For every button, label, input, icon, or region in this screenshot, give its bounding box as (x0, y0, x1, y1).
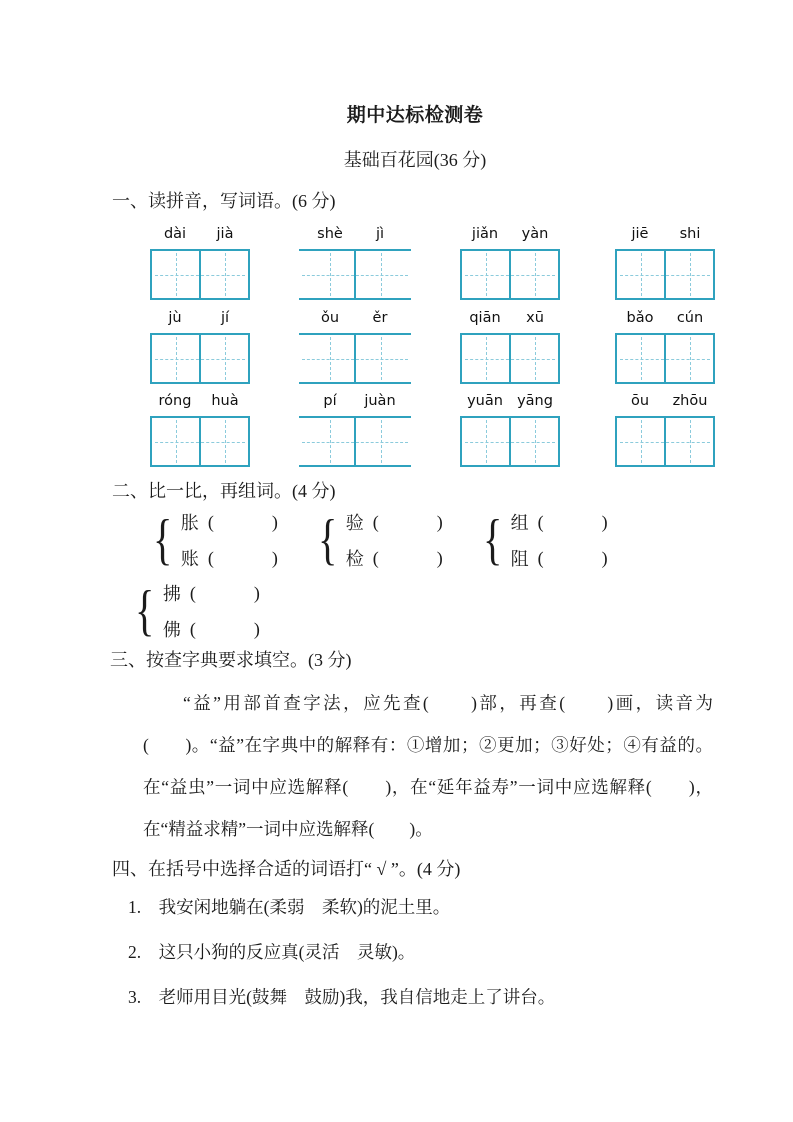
compare-character: 组 (510, 513, 529, 533)
pinyin-labels (615, 393, 715, 413)
pair-line (181, 504, 278, 540)
choose-word-items (128, 884, 555, 1019)
grid-cell (666, 418, 713, 465)
grid-cell (511, 418, 558, 465)
grid-cell (305, 251, 356, 298)
open-paren: ( (372, 547, 379, 568)
pinyin-syllable: shè (317, 226, 343, 242)
open-paren: ( (189, 618, 196, 639)
pinyin-syllable: ōu (630, 393, 650, 409)
grid-cell (617, 335, 666, 382)
open-paren: ( (537, 511, 544, 532)
section4-heading: 四、在括号中选择合适的词语打“ √ ”。(4 分) (112, 859, 461, 879)
pinyin-row (150, 310, 770, 384)
pinyin-syllable: jì (375, 226, 385, 242)
word-pairs-row (135, 575, 300, 647)
writing-grid (460, 333, 560, 384)
brace-glyph: { (153, 509, 173, 571)
open-paren: ( (207, 511, 214, 532)
pinyin-syllable: xū (526, 310, 544, 326)
section3-heading: 三、按查字典要求填空。(3 分) (110, 650, 352, 670)
pinyin-word-group (305, 310, 460, 384)
choose-word-item: 2. 这只小狗的反应真(灵活 灵敏)。 (128, 942, 416, 962)
pinyin-labels (305, 310, 405, 330)
writing-grid (615, 416, 715, 467)
compare-character: 检 (345, 549, 364, 569)
grid-cell (356, 251, 405, 298)
close-paren: ) (271, 511, 278, 532)
pinyin-syllable: cún (676, 310, 704, 326)
writing-grid (150, 416, 250, 467)
grid-cell (305, 335, 356, 382)
pinyin-syllable: yāng (517, 393, 553, 409)
pair-lines (346, 504, 443, 576)
brace-glyph: { (135, 580, 155, 642)
pair-lines (181, 504, 278, 576)
pair-line (181, 540, 278, 576)
pinyin-syllable: shi (679, 226, 701, 242)
grid-cell (462, 335, 511, 382)
word-pair (153, 504, 278, 576)
choose-word-item: 3. 老师用目光(鼓舞 鼓励)我，我自信地走上了讲台。 (128, 987, 556, 1007)
grid-cell (152, 418, 201, 465)
pinyin-word-group (460, 393, 615, 467)
pinyin-syllable: róng (158, 393, 192, 409)
grid-cell (356, 418, 405, 465)
pair-line (163, 575, 260, 611)
pinyin-syllable: jiē (631, 226, 649, 242)
compare-character: 阻 (510, 549, 529, 569)
word-pair (483, 504, 608, 576)
word-pair (318, 504, 443, 576)
writing-grid (299, 416, 411, 467)
open-paren: ( (372, 511, 379, 532)
pinyin-labels (305, 393, 405, 413)
grid-cell (511, 335, 558, 382)
grid-cell (201, 251, 248, 298)
writing-grid (299, 249, 411, 300)
pair-line (163, 611, 260, 647)
pinyin-labels (150, 226, 250, 246)
writing-grid (150, 333, 250, 384)
close-paren: ) (601, 547, 608, 568)
writing-grid (460, 249, 560, 300)
writing-grid (615, 333, 715, 384)
grid-cell (666, 251, 713, 298)
pinyin-word-group (150, 310, 305, 384)
grid-cell (617, 251, 666, 298)
pinyin-row (150, 226, 770, 300)
close-paren: ) (253, 582, 260, 603)
pinyin-labels (460, 226, 560, 246)
pair-line (511, 540, 608, 576)
pinyin-word-group (150, 226, 305, 300)
pinyin-labels (150, 310, 250, 330)
word-pair (135, 575, 260, 647)
grid-cell (356, 335, 405, 382)
pinyin-word-group (615, 393, 770, 467)
pinyin-syllable: juàn (364, 393, 396, 409)
pinyin-word-group (460, 226, 615, 300)
open-paren: ( (207, 547, 214, 568)
pinyin-labels (615, 310, 715, 330)
brace-glyph: { (482, 509, 503, 571)
pinyin-syllable: ěr (372, 310, 388, 326)
section2-heading: 二、比一比，再组词。(4 分) (112, 481, 336, 501)
pair-line (346, 504, 443, 540)
pinyin-syllable: zhōu (672, 393, 708, 409)
grid-cell (462, 418, 511, 465)
close-paren: ) (271, 547, 278, 568)
grid-cell (152, 335, 201, 382)
choose-word-item: 1. 我安闲地躺在(柔弱 柔软)的泥土里。 (128, 897, 451, 917)
page-title: 期中达标检测卷 (346, 104, 484, 126)
pinyin-syllable: pí (323, 393, 337, 409)
word-pairs-row (153, 504, 648, 576)
pinyin-syllable: yuān (467, 393, 503, 409)
pinyin-labels (305, 226, 405, 246)
brace-glyph: { (317, 509, 338, 571)
grid-cell (666, 335, 713, 382)
pinyin-syllable: yàn (521, 226, 549, 242)
pinyin-labels (460, 310, 560, 330)
pinyin-syllable: dài (163, 226, 187, 242)
pinyin-syllable: jià (216, 226, 234, 242)
close-paren: ) (436, 547, 443, 568)
dictionary-fill-paragraph: “益”用部首查字法，应先查( )部，再查( )画，读音为( )。“益”在字典中的解释有：①增加；②更加；③好处；④有益的。在“益虫”一词中应选解释( )，在“延年益寿”一词中应选解释( )，在“精益求精”一词中应选解释( )。 (143, 693, 713, 839)
grid-cell (305, 418, 356, 465)
pinyin-row (150, 393, 770, 467)
open-paren: ( (189, 582, 196, 603)
close-paren: ) (436, 511, 443, 532)
pinyin-word-group (305, 226, 460, 300)
close-paren: ) (253, 618, 260, 639)
section1-heading: 一、读拼音，写词语。(6 分) (112, 191, 336, 211)
pinyin-word-group (615, 226, 770, 300)
pinyin-syllable: jí (220, 310, 230, 326)
open-paren: ( (537, 547, 544, 568)
compare-character: 佛 (162, 620, 181, 640)
grid-cell (201, 335, 248, 382)
compare-character: 胀 (180, 513, 199, 533)
grid-cell (152, 251, 201, 298)
pair-lines (163, 575, 260, 647)
pair-line (346, 540, 443, 576)
close-paren: ) (601, 511, 608, 532)
pinyin-labels (460, 393, 560, 413)
pinyin-syllable: huà (211, 393, 239, 409)
grid-cell (201, 418, 248, 465)
pinyin-labels (615, 226, 715, 246)
pinyin-word-group (150, 393, 305, 467)
compare-character: 验 (345, 513, 364, 533)
writing-grid (615, 249, 715, 300)
writing-grid (460, 416, 560, 467)
grid-cell (617, 418, 666, 465)
pinyin-syllable: bǎo (626, 310, 654, 326)
writing-grid (299, 333, 411, 384)
compare-character: 账 (180, 549, 199, 569)
pinyin-word-group (460, 310, 615, 384)
pinyin-word-group (615, 310, 770, 384)
grid-cell (511, 251, 558, 298)
compare-character: 拂 (162, 584, 181, 604)
writing-grid (150, 249, 250, 300)
pinyin-syllable: jiǎn (471, 226, 499, 242)
page-subtitle: 基础百花园(36 分) (343, 150, 487, 170)
pinyin-word-group (305, 393, 460, 467)
pair-line (511, 504, 608, 540)
pair-lines (511, 504, 608, 576)
grid-cell (462, 251, 511, 298)
pinyin-syllable: ǒu (320, 310, 340, 326)
pinyin-syllable: qiān (469, 310, 501, 326)
pinyin-labels (150, 393, 250, 413)
pinyin-syllable: jù (168, 310, 182, 326)
